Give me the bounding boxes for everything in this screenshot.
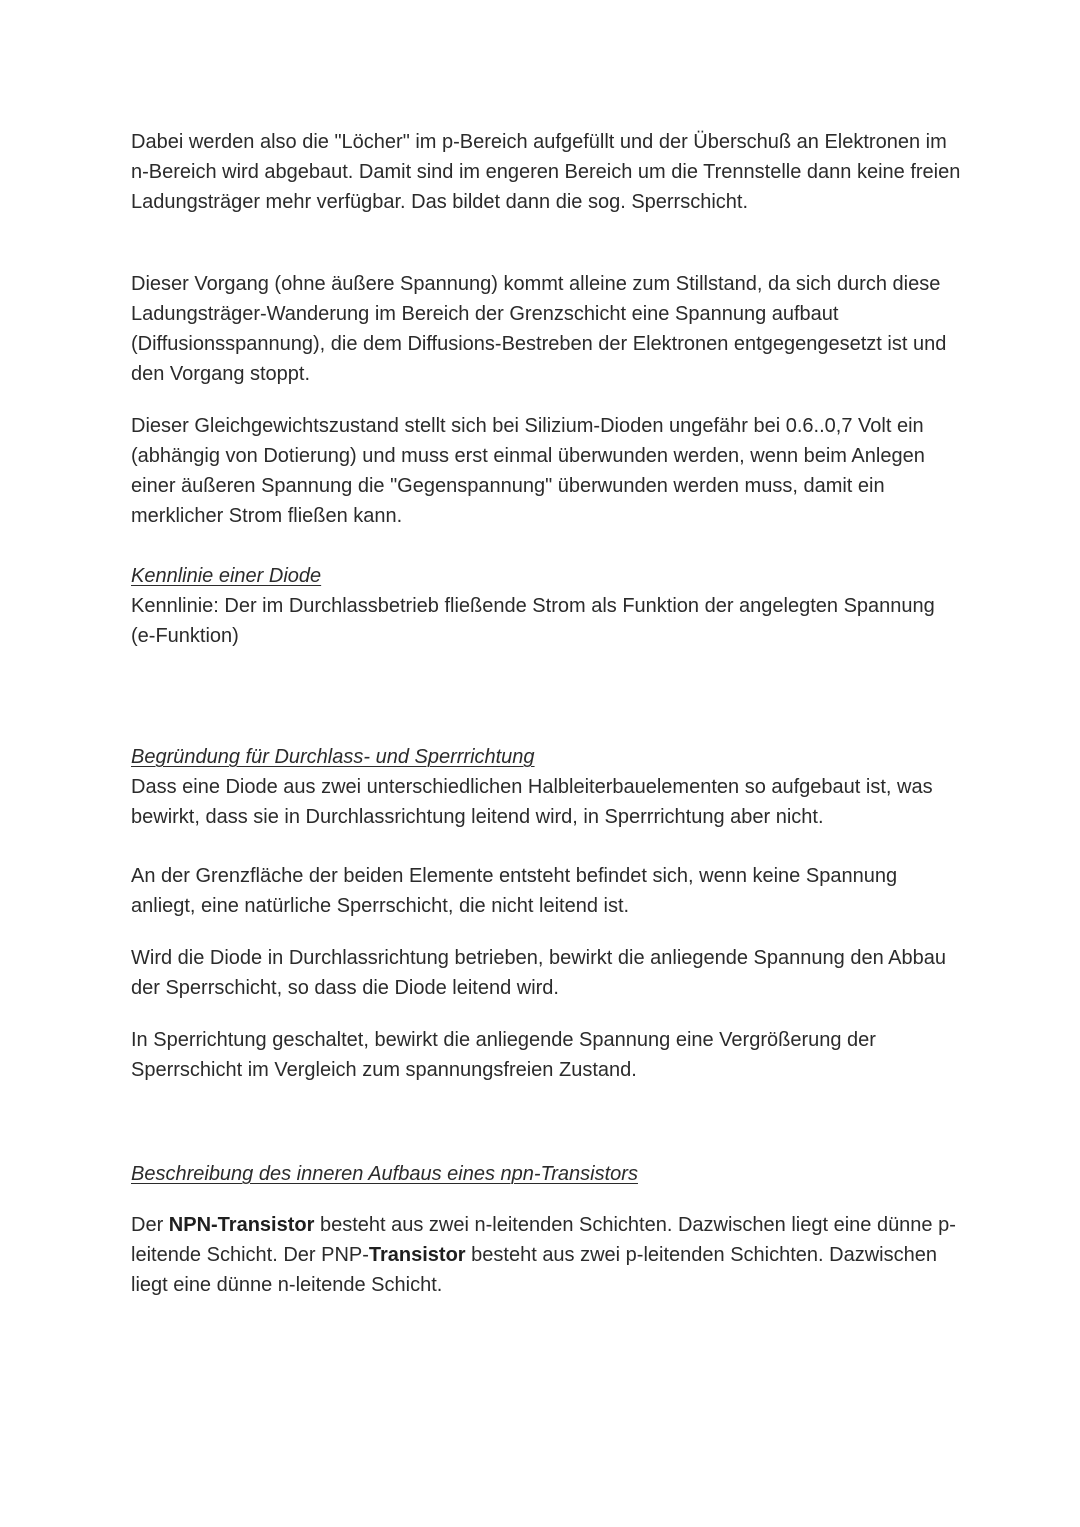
heading-begruendung: Begründung für Durchlass- und Sperrrichtung	[131, 746, 535, 768]
transistor-text-pre: Der	[131, 1214, 169, 1236]
transistor-text-mid1: besteht aus zwei n-leitenden Schichten. Dazwischen liegt eine dünne p-leitende Schicht. Der PNP-	[131, 1214, 956, 1266]
paragraph-sperrschicht: Dabei werden also die "Löcher" im p-Bereich aufgefüllt und der Überschuß an Elektronen im n-Bereich wird abgebaut. Damit sind im engeren Bereich um die Trennstelle dann keine freien Ladungsträger mehr verfügbar. Das bildet dann die sog. Sperrschicht.	[131, 131, 961, 213]
transistor-bold-npn: NPN-Transistor	[168, 1214, 315, 1236]
transistor-text-mid2: besteht aus zwei p-leitenden Schichten. Dazwischen liegt eine dünne n-leitende Schicht.	[131, 1244, 937, 1296]
transistor-bold-transistor: Transistor	[368, 1244, 466, 1266]
heading-transistor: Beschreibung des inneren Aufbaus eines npn-Transistors	[131, 1163, 638, 1185]
paragraph-durchlassrichtung: Wird die Diode in Durchlassrichtung betrieben, bewirkt die anliegende Spannung den Abbau der Sperrschicht, so dass die Diode leitend wird.	[131, 947, 946, 999]
paragraph-gleichgewichtszustand: Dieser Gleichgewichtszustand stellt sich bei Silizium-Dioden ungefähr bei 0.6..0,7 Volt ein (abhängig von Dotierung) und muss erst einmal überwunden werden, wenn beim Anlegen einer äußeren Spannung die "Gegenspannung" überwunden werden muss, damit ein merklicher Strom fließen kann.	[131, 415, 925, 527]
paragraph-begruendung-1: Dass eine Diode aus zwei unterschiedlichen Halbleiterbauelementen so aufgebaut ist, was bewirkt, dass sie in Durchlassrichtung leitend wird, in Sperrrichtung aber nicht.	[131, 776, 933, 828]
paragraph-kennlinie: Kennlinie: Der im Durchlassbetrieb fließende Strom als Funktion der angelegten Spannung (e-Funktion)	[131, 595, 935, 647]
paragraph-diffusionsspannung: Dieser Vorgang (ohne äußere Spannung) kommt alleine zum Stillstand, da sich durch diese Ladungsträger-Wanderung im Bereich der Grenzschicht eine Spannung aufbaut (Diffusionsspannung), die dem Diffusions-Bestreben der Elektronen entgegengesetzt ist und den Vorgang stoppt.	[131, 273, 947, 385]
paragraph-transistor	[131, 1210, 961, 1300]
heading-kennlinie: Kennlinie einer Diode	[131, 565, 322, 587]
paragraph-begruendung-2: An der Grenzfläche der beiden Elemente entsteht befindet sich, wenn keine Spannung anliegt, eine natürliche Sperrschicht, die nicht leitend ist.	[131, 865, 898, 917]
paragraph-sperrichtung: In Sperrichtung geschaltet, bewirkt die anliegende Spannung eine Vergrößerung der Sperrschicht im Vergleich zum spannungsfreien Zustand.	[131, 1029, 876, 1081]
